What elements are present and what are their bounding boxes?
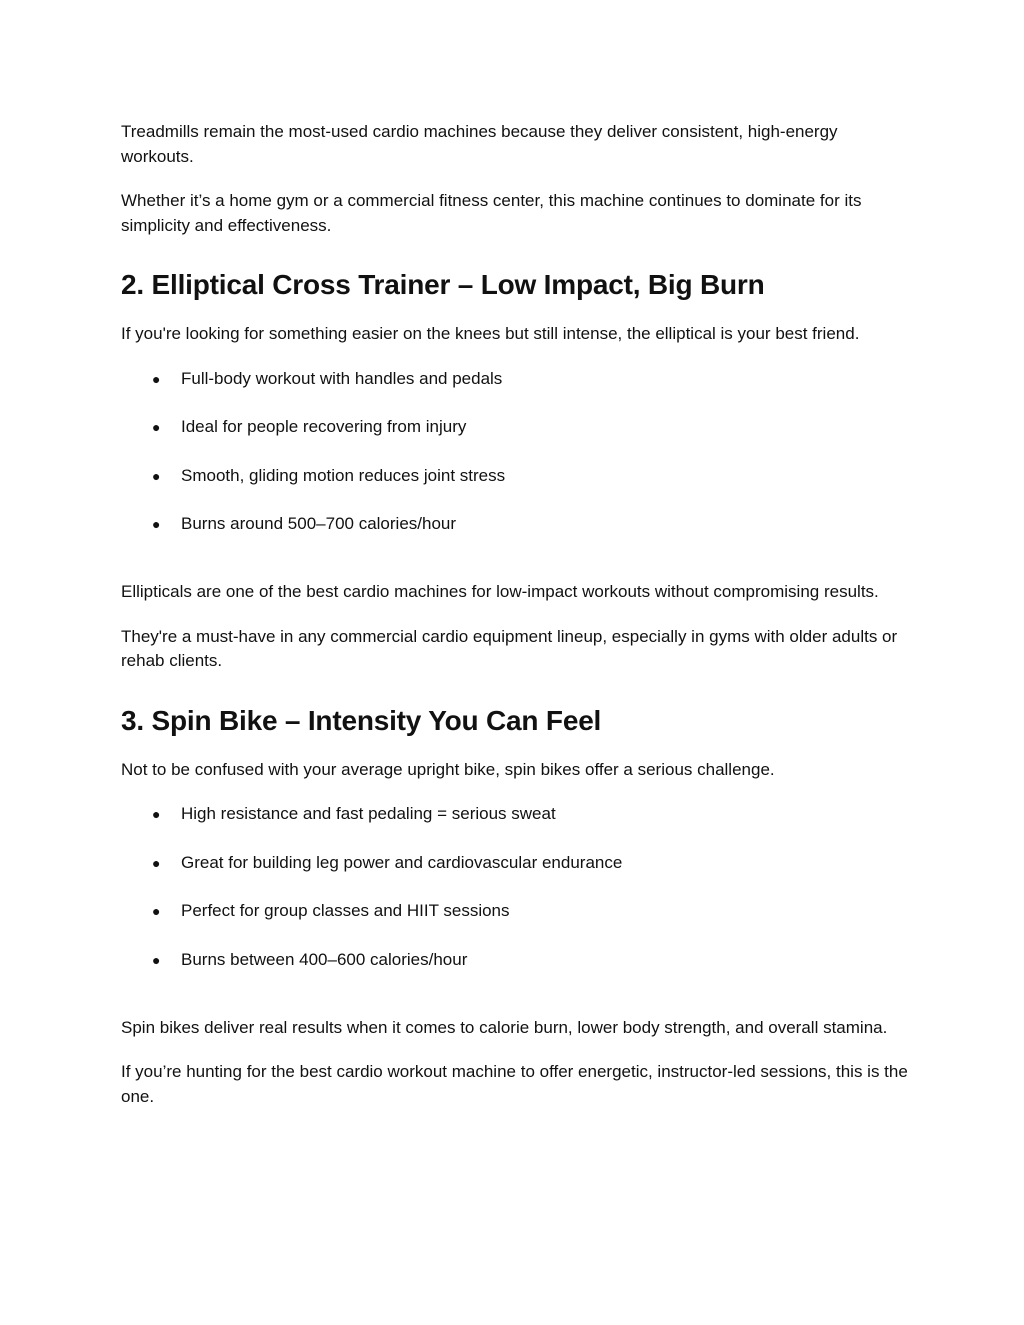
section-2-lead: If you're looking for something easier on the knees but still intense, the elliptical is your best friend. [121, 324, 860, 343]
list-item [121, 512, 911, 536]
list-item-text: Great for building leg power and cardiovascular endurance [181, 852, 623, 872]
section-2-paragraph-1: Ellipticals are one of the best cardio machines for low-impact workouts without compromising results. [121, 582, 879, 601]
intro-paragraph-2: Whether it’s a home gym or a commercial fitness center, this machine continues to dominate for its simplicity and effectiveness. [121, 191, 862, 235]
bullet-icon: ● [152, 951, 161, 968]
section-2-bullet-list [121, 367, 911, 537]
section-3-paragraph-1: Spin bikes deliver real results when it comes to calorie burn, lower body strength, and overall stamina. [121, 1017, 888, 1037]
list-item-text: Burns between 400–600 calories/hour [181, 949, 468, 969]
section-3-heading: 3. Spin Bike – Intensity You Can Feel [121, 704, 602, 736]
bullet-icon: ● [152, 467, 161, 484]
list-item-text: Perfect for group classes and HIIT sessions [181, 901, 510, 920]
list-item [121, 948, 911, 972]
bullet-icon: ● [152, 903, 161, 919]
section-2-heading: 2. Elliptical Cross Trainer – Low Impact, Big Burn [121, 269, 765, 300]
bullet-icon: ● [152, 806, 161, 822]
list-item-text: High resistance and fast pedaling = serious sweat [181, 804, 556, 823]
section-3-lead: Not to be confused with your average upright bike, spin bikes offer a serious challenge. [121, 759, 775, 779]
list-item [121, 415, 911, 439]
list-item [121, 802, 911, 826]
list-item [121, 851, 911, 875]
document-page [121, 120, 911, 1109]
list-item-text: Smooth, gliding motion reduces joint stress [181, 465, 506, 485]
list-item-text: Full-body workout with handles and pedals [181, 368, 503, 388]
bullet-icon: ● [152, 370, 161, 387]
bullet-icon: ● [152, 854, 161, 871]
intro-paragraph-1: Treadmills remain the most-used cardio machines because they deliver consistent, high-energy workouts. [121, 122, 838, 166]
list-item [121, 464, 911, 488]
list-item [121, 367, 911, 391]
bullet-icon: ● [152, 516, 161, 532]
bullet-icon: ● [152, 419, 161, 435]
list-item [121, 899, 911, 923]
section-2-paragraph-2: They're a must-have in any commercial cardio equipment lineup, especially in gyms with older adults or rehab clients. [121, 626, 898, 670]
section-3-paragraph-2: If you’re hunting for the best cardio workout machine to offer energetic, instructor-led sessions, this is the one. [121, 1062, 908, 1106]
list-item-text: Ideal for people recovering from injury [181, 417, 467, 436]
section-3-bullet-list [121, 802, 911, 972]
list-item-text: Burns around 500–700 calories/hour [181, 514, 457, 533]
